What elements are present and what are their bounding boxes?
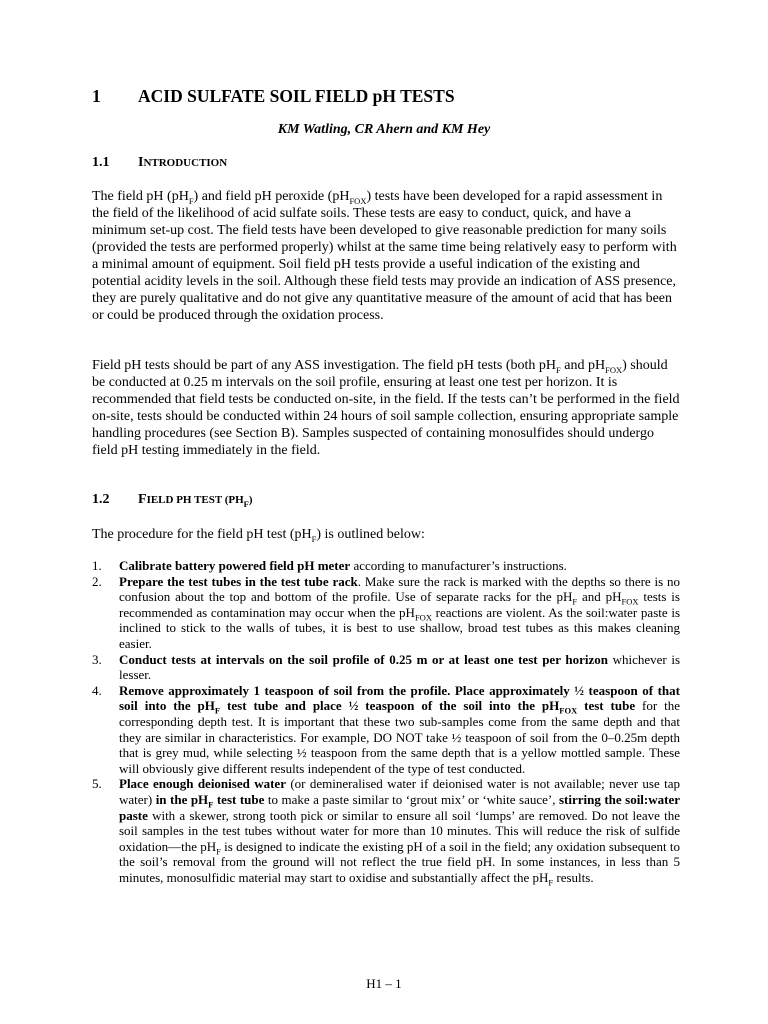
procedure-step: 3. Conduct tests at intervals on the soil profile of 0.25 m or at least one test per horizon whichever is lesser. xyxy=(92,651,681,683)
intro-paragraph-2: Field pH tests should be part of any ASS investigation. The field pH tests (both $pH_F$ and $pH_{FOX}$) should be conducted at 0.25 m intervals on the soil profile, ensuring at least one test per horizon. It is recommended that field tests be conducted on-site, in the field. If the tests can’t be performed in the field on-site, tests should be conducted within 24 hours of soil sample collection, ensuring appropriate sample handling procedures (see Section B). Samples suspected of containing monosulfides should undergo field pH testing immediately in the field. xyxy=(92,358,680,458)
authors-line: KM Watling, CR Ahern and KM Hey xyxy=(277,122,491,137)
procedure-intro: The procedure for the field pH test $(pH_F)$ is outlined below: xyxy=(92,527,425,544)
chapter-number: 1 xyxy=(92,86,101,106)
section-number: 1.2 xyxy=(92,492,110,507)
page-number: H1 – 1 xyxy=(366,976,402,991)
section-heading-field-ph-test: 1.2 FIELD PH TEST $(PH_F)$ xyxy=(92,492,253,509)
procedure-step: 2. Prepare the test tubes in the test tube rack. Make sure the rack is marked with the depths so there is no confusion about the top and bottom of the profile. Use of separate racks for the $pH_F$ and $pH_{FOX}$ tests is recommended as contamination may occur when the $pH_{FOX}$ reactions are violent. As the soil:water paste is inclined to stick to the walls of tubes, it is best to use shallow, broad test tubes as this makes cleaning easier. xyxy=(92,573,681,651)
section-heading-introduction: 1.1 INTRODUCTION xyxy=(92,155,228,170)
intro-paragraph-1: The field pH $(pH_F)$ and field pH peroxide $(pH_{FOX})$ tests have been developed for a rapid assessment in the field of the likelihood of acid sulfate soils. These tests are easy to conduct, quick, and have a minimum set-up cost. The field tests have been developed to give reasonable prediction for many soils (provided the tests are performed properly) whilst at the same time being relatively easy to perform with a minimal amount of equipment. Soil field pH tests provide a useful indication of the existing and potential acidity levels in the soil. Although these field tests may provide an indication of ASS presence, they are purely qualitative and do not give any quantitative measure of the amount of acid that has been or could be produced through the oxidation process. xyxy=(92,189,677,323)
section-number: 1.1 xyxy=(92,155,110,170)
chapter-title: ACID SULFATE SOIL FIELD pH TESTS xyxy=(138,86,455,106)
procedure-steps xyxy=(92,558,681,888)
procedure-step: 5. Place enough deionised water (or demineralised water if deionised water is not available; never use tap water) in the $pH_F$ test tube to make a paste similar to ‘grout mix’ or ‘white sauce’, stirring the soil:water paste with a skewer, strong tooth pick or similar to ensure all soil ‘lumps’ are removed. Do not leave the soil samples in the test tubes without water for more than 10 minutes. This will reduce the risk of sulfide oxidation—the $pH_F$ is designed to indicate the existing pH of a soil in the field; any oxidation subsequent to the soil’s removal from the ground will not reflect the true field pH. In some instances, in less than 5 minutes, monosulfidic material may start to oxidise and substantially affect the $pH_F$ results. xyxy=(92,776,681,888)
chapter-heading xyxy=(92,86,455,107)
procedure-step: 4. Remove approximately 1 teaspoon of soil from the profile. Place approximately ½ teaspoon of that soil into the $pH_F$ test tube and place ½ teaspoon of the soil into the $pH_{FOX}$ test tube for the corresponding depth test. It is important that these two sub-samples come from the same depth and that they are similar in characteristics. For example, DO NOT take ½ teaspoon of soil from the 0–0.25m depth that is grey mud, while selecting ½ teaspoon from the same depth that is a yellow mottled sample. These will obviously give different results independent of the type of test conducted. xyxy=(92,682,681,776)
procedure-step: 1. Calibrate battery powered field pH meter according to manufacturer’s instructions. xyxy=(92,558,567,573)
